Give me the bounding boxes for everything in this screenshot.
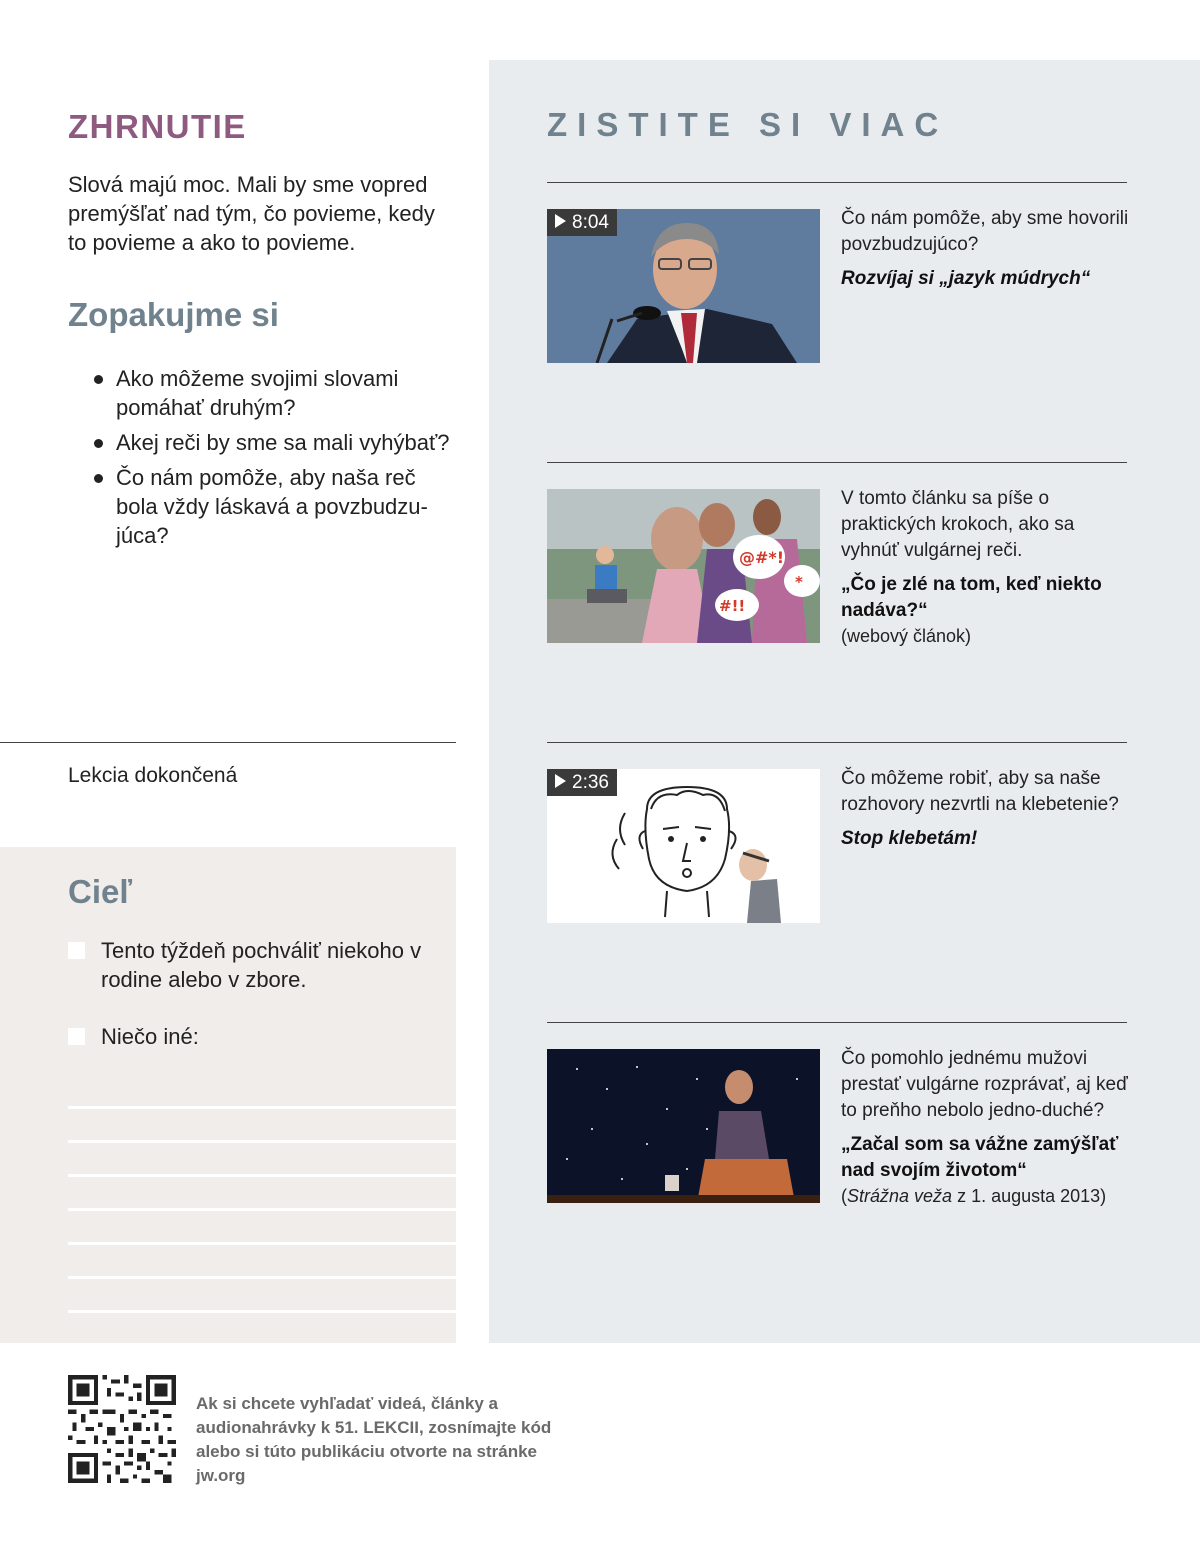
video-duration: 8:04 — [572, 212, 609, 233]
entry-source: (webový článok) — [841, 626, 972, 646]
entry-description-text: V tomto článku sa píše o praktických krokoch, ako sa vyhnúť vulgárnej reči. — [841, 488, 1075, 561]
divider — [547, 182, 1127, 183]
entry-description — [841, 1046, 1131, 1208]
review-item: Čo nám pomôže, aby naša reč bola vždy láskavá a povzbudzu-júca? — [92, 463, 452, 550]
entry-link[interactable]: „Čo je zlé na tom, keď niekto nadáva?“ — [841, 574, 1102, 621]
entry-link[interactable]: Rozvíjaj si „jazyk múdrych“ — [841, 268, 1091, 289]
article-thumbnail[interactable] — [547, 489, 820, 643]
writing-line[interactable] — [68, 1109, 456, 1143]
entry-source — [841, 1184, 1131, 1208]
goal-item-text: Tento týždeň pochváliť niekoho v rodine alebo v zbore. — [101, 938, 422, 992]
entry-link[interactable]: „Začal som sa vážne zamýšľať nad svojím životom“ — [841, 1134, 1119, 1181]
writing-line[interactable] — [68, 1279, 456, 1313]
video-thumbnail[interactable] — [547, 769, 820, 923]
learn-more-entry — [547, 462, 1127, 662]
writing-lines[interactable] — [68, 1075, 456, 1313]
goal-item-text: Niečo iné: — [101, 1024, 199, 1049]
goal-box — [0, 847, 456, 1343]
writing-line[interactable] — [68, 1177, 456, 1211]
writing-line[interactable] — [68, 1075, 456, 1109]
video-duration-badge — [547, 769, 617, 796]
learn-more-panel — [489, 60, 1200, 1343]
review-item: Ako môžeme svojimi slovami pomáhať druhým? — [92, 364, 452, 422]
review-item: Akej reči by sme sa mali vyhýbať? — [92, 428, 452, 457]
entry-link[interactable]: Stop klebetám! — [841, 828, 978, 849]
review-list — [92, 364, 452, 556]
divider — [547, 462, 1127, 463]
video-duration-badge — [547, 209, 617, 236]
learn-more-entry — [547, 742, 1127, 942]
lesson-done-label: Lekcia dokončená — [68, 764, 238, 787]
entry-description — [841, 206, 1131, 292]
learn-more-entry — [547, 182, 1127, 382]
writing-line[interactable] — [68, 1143, 456, 1177]
goal-checkbox[interactable] — [68, 1028, 85, 1045]
divider — [547, 742, 1127, 743]
svg-text:*: * — [795, 573, 803, 591]
entry-description-text: Čo nám pomôže, aby sme hovorili povzbudzujúco? — [841, 208, 1129, 255]
qr-code-icon[interactable] — [68, 1375, 176, 1483]
source-date: z 1. augusta 2013) — [952, 1186, 1107, 1206]
entry-description-text: Čo môžeme robiť, aby sa naše rozhovory nezvrtli na klebetenie? — [841, 768, 1119, 815]
goal-item — [68, 1022, 438, 1051]
left-column — [0, 0, 456, 1343]
play-icon — [555, 214, 566, 228]
video-duration: 2:36 — [572, 772, 609, 793]
footer-text: Ak si chcete vyhľadať videá, články a audionahrávky k 51. LEKCII, zosnímajte kód alebo si túto publikáciu otvorte na stránke jw.org — [196, 1394, 552, 1485]
divider — [547, 1022, 1127, 1023]
goal-item — [68, 936, 438, 994]
divider — [0, 742, 456, 743]
video-thumbnail[interactable] — [547, 209, 820, 363]
article-thumbnail[interactable] — [547, 1049, 820, 1203]
goal-title: Cieľ — [68, 873, 133, 910]
source-publication: Strážna veža — [847, 1186, 953, 1206]
night-sky-man-image — [547, 1049, 820, 1203]
writing-line[interactable] — [68, 1245, 456, 1279]
entry-description-text: Čo pomohlo jednému mužovi prestať vulgárne rozprávať, aj keď to preňho nebolo jedno-duché? — [841, 1048, 1128, 1121]
summary-text: Slová majú moc. Mali by sme vopred premýšľať nad tým, čo povieme, kedy to povieme a ako to povieme. — [68, 172, 435, 255]
learn-more-title: ZISTITE SI VIAC — [547, 106, 949, 143]
review-title: Zopakujme si — [68, 296, 279, 333]
svg-text:@#*!: @#*! — [739, 548, 785, 567]
svg-text:#!!: #!! — [719, 597, 746, 615]
learn-more-entry — [547, 1022, 1127, 1262]
play-icon — [555, 774, 566, 788]
source-prefix: ( — [841, 1186, 847, 1206]
entry-description — [841, 766, 1131, 852]
teens-image — [547, 489, 820, 643]
entry-description — [841, 486, 1131, 648]
goal-checkbox[interactable] — [68, 942, 85, 959]
writing-line[interactable] — [68, 1211, 456, 1245]
summary-title: ZHRNUTIE — [68, 108, 247, 145]
